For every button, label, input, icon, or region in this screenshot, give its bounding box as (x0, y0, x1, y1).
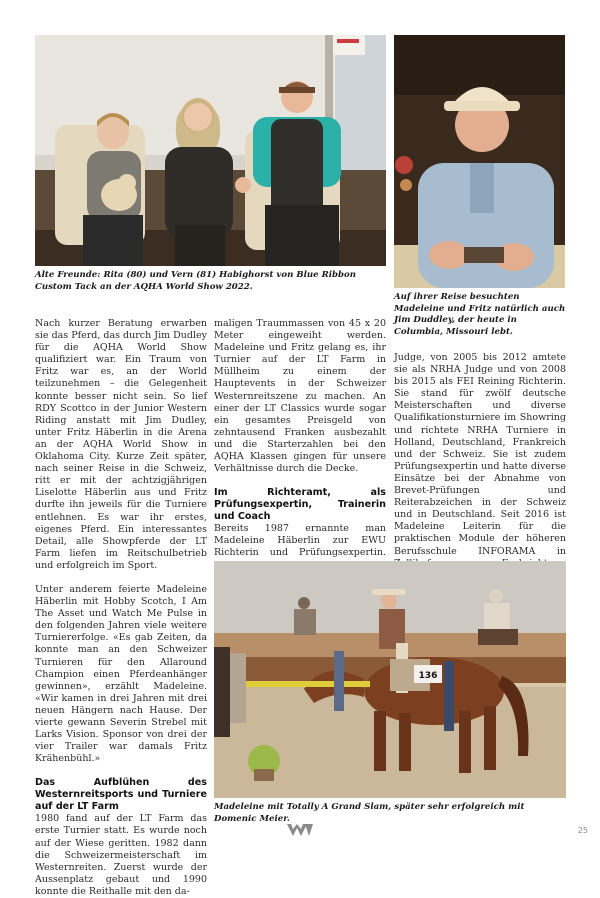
article-paragraph: Bereits 1987 ernannte man Madeleine Häberlin zur EWU Richterin und Prüfungsexpertin. (214, 523, 386, 559)
article-paragraph: Unter anderem feierte Madeleine Häberlin mit Hobby Scotch, I Am The Asset und Watch Me Pulse in den folgenden Jahren viele weitere Turniererfolge. «Es gab Zeiten, da konnte man an den Schweizer Turnieren für den Allaround Champion einen Pferdeanhänger gewinnen», erzählt Madeleine. «Wir kamen in drei Jahren mit drei neuen Hängern nach Hause. Der vierte gewann Severin Strebel mit Larks Vision. Sponsor von drei der vier Trailer war damals Fritz Krähenbühl.» (35, 583, 207, 765)
article-paragraph: 1980 fand auf der LT Farm das erste Turnier statt. Es wurde noch auf der Wiese geritten. 1982 dann die Schweizermeisterschaft im Westernreiten. Zuerst wurde der Aussenplatz gebaut und 1990 konnte die Reithalle mit den da- (35, 813, 207, 897)
article-paragraph: Nach kurzer Beratung erwarben sie das Pferd, das durch Jim Dudley für die AQHA World Show qualifiziert war. Ein Traum von Fritz war es, an der World teilzunehmen – die Gelegenheit konnte besser nicht sein. So lief RDY Scottco in der Junior Western Riding anstatt mit Jim Dudley, unter Fritz Häberlin in die Arena an der AQHA World Show in Oklahoma City. Kurze Zeit später, nach seiner Reise in die Schweiz, ritt er mit der achtzigjährigen Liselotte Häberlin aus und Fritz durfte ihn jeweils für die Turniere entlehnen. Es war ihr erstes, eigenes Pferd. Ein interessantes Detail, alle Showpferde der LT Farm liefen im Reitschulbetrieb und erfolgreich im Sport. (35, 318, 207, 571)
photo-jim (394, 35, 565, 288)
caption-jim: Auf ihrer Reise besuchten Madeleine und Fritz natürlich auch Jim Duddley, der heute in Columbia, Missouri lebt. (394, 292, 566, 337)
section-heading: Das Aufblühen des Westernreitsports und Turniere auf der LT Farm (35, 777, 207, 813)
page-number: 25 (577, 826, 588, 835)
westerner-logo (285, 822, 317, 836)
article-paragraph: maligen Traummassen von 45 x 20 Meter eingeweiht werden. Madeleine und Fritz gelang es, ihr Turnier auf der LT Farm in Müllheim zu einem der Hauptevents in der Schweizer Westernreitszene zu machen. An einer der LT Classics wurde sogar ein gesamtes Preisgeld von zehntausend Franken ausbezahlt und die Starterzahlen bei den AQHA Klassen gingen für unsere Verhältnisse durch die Decke. (214, 318, 386, 475)
number-plate: 136 (418, 671, 438, 681)
caption-horse: Madeleine mit Totally A Grand Slam, später sehr erfolgreich mit Domenic Meier. (214, 802, 525, 824)
article-paragraph: Judge, von 2005 bis 2012 amtete sie als NRHA Judge und von 2008 bis 2015 als FEI Reining Richterin. Sie stand für zwölf deutsche Meisterschaften und diverse Qualifikationsturniere im Showring und richtete NRHA Turniere in Holland, Deutschland, Frankreich und der Schweiz. Sie ist zudem Prüfungsexpertin und hatte diverse Einsätze bei der Abnahme von Brevet-Prüfungen und Reiterabzeichen in der Schweiz und in Deutschland. Seit 2016 ist Madeleine Leiterin für die praktischen Module der höheren Berufsschule INFORAMA in (394, 352, 566, 557)
photo-horse (214, 561, 566, 798)
photo-friends (35, 35, 386, 266)
article-column-1 (35, 318, 207, 898)
caption-friends: Alte Freunde: Rita (80) und Vern (81) Habighorst von Blue Ribbon Custom Tack an der AQHA World Show 2022. (35, 270, 357, 292)
section-heading: Im Richteramt, als Prüfungsexpertin, Trainerin und Coach (214, 487, 386, 523)
article-column-3 (394, 352, 566, 594)
